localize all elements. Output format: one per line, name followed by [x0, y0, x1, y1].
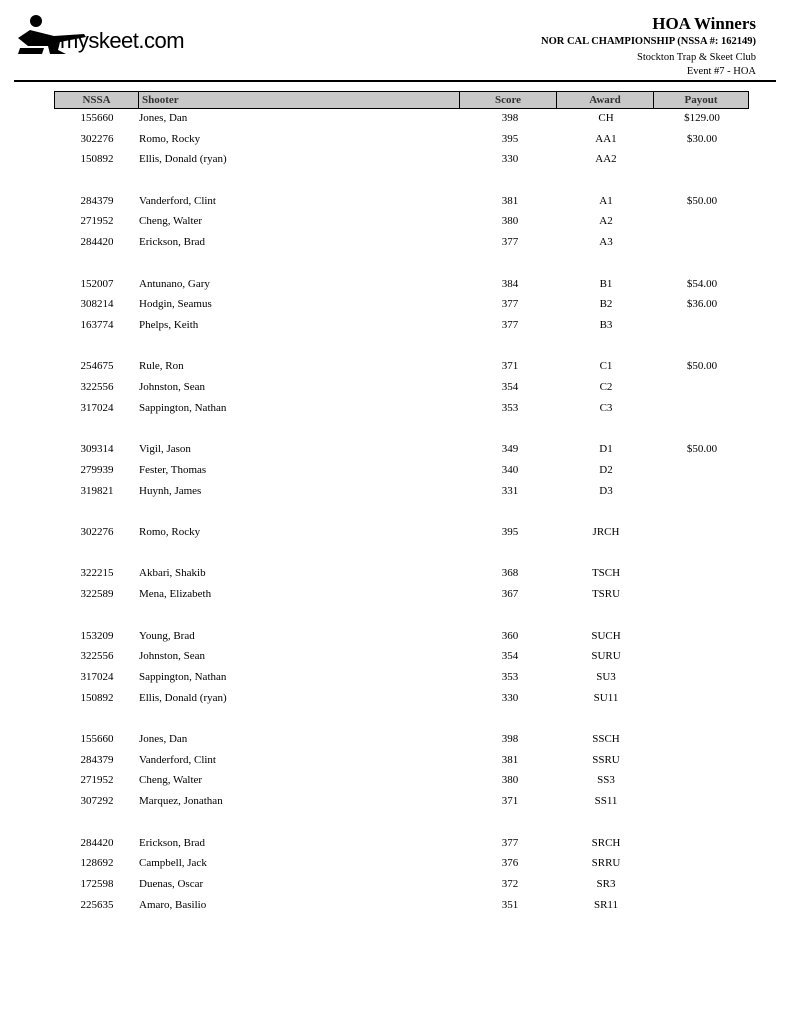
- cell-award: SSRU: [592, 754, 620, 766]
- cell-shooter: Duenas, Oscar: [139, 878, 204, 890]
- cell-payout: [652, 648, 752, 664]
- cell-payout: $50.00: [686, 443, 718, 455]
- cell-score: 377: [501, 298, 519, 310]
- cell-award: TSCH: [591, 567, 621, 579]
- cell-nssa: 284379: [80, 754, 114, 766]
- cell-award: A1: [599, 195, 613, 207]
- cell-score: 340: [501, 464, 519, 476]
- cell-payout: [652, 897, 752, 913]
- cell-payout: $54.00: [686, 278, 718, 290]
- cell-shooter: Young, Brad: [139, 630, 195, 642]
- cell-shooter: Cheng, Walter: [139, 774, 203, 786]
- table-row: [0, 876, 791, 892]
- column-header-shooter: Shooter: [139, 92, 460, 108]
- cell-award: B3: [599, 319, 613, 331]
- cell-shooter: Cheng, Walter: [139, 215, 203, 227]
- cell-score: 354: [501, 650, 519, 662]
- column-header-score: Score: [460, 92, 557, 108]
- cell-payout: $50.00: [686, 195, 718, 207]
- cell-shooter: Rule, Ron: [139, 360, 184, 372]
- cell-score: 395: [501, 526, 519, 538]
- column-header-nssa: NSSA: [55, 92, 139, 108]
- cell-score: 372: [501, 878, 519, 890]
- table-row: [0, 131, 791, 147]
- table-row: [0, 234, 791, 250]
- cell-award: SRRU: [591, 857, 621, 869]
- cell-score: 376: [501, 857, 519, 869]
- cell-score: 351: [501, 899, 519, 911]
- table-row: [0, 565, 791, 581]
- table-row: [0, 462, 791, 478]
- cell-award: SR3: [596, 878, 616, 890]
- cell-shooter: Jones, Dan: [139, 112, 188, 124]
- cell-nssa: 302276: [80, 133, 114, 145]
- cell-award: SS3: [597, 774, 615, 786]
- event-name: Event #7 - HOA: [686, 66, 756, 77]
- cell-nssa: 317024: [80, 402, 114, 414]
- cell-shooter: Sappington, Nathan: [139, 671, 227, 683]
- cell-payout: [652, 835, 752, 851]
- cell-nssa: 155660: [80, 733, 114, 745]
- cell-shooter: Fester, Thomas: [139, 464, 207, 476]
- cell-score: 395: [501, 133, 519, 145]
- cell-score: 330: [501, 153, 519, 165]
- cell-award: SU3: [596, 671, 616, 683]
- table-row: [0, 524, 791, 540]
- cell-payout: [652, 855, 752, 871]
- cell-nssa: 322589: [80, 588, 114, 600]
- club-name: Stockton Trap & Skeet Club: [636, 52, 756, 63]
- cell-shooter: Jones, Dan: [139, 733, 188, 745]
- cell-payout: [652, 524, 752, 540]
- cell-score: 371: [501, 360, 519, 372]
- cell-award: C2: [599, 381, 613, 393]
- cell-award: D2: [599, 464, 613, 476]
- cell-payout: [652, 772, 752, 788]
- table-row: [0, 441, 791, 457]
- cell-shooter: Erickson, Brad: [139, 236, 205, 248]
- cell-nssa: 307292: [80, 795, 114, 807]
- cell-shooter: Romo, Rocky: [139, 526, 201, 538]
- cell-award: AA1: [595, 133, 617, 145]
- table-row: [0, 690, 791, 706]
- table-row: [0, 276, 791, 292]
- cell-nssa: 271952: [80, 774, 114, 786]
- table-row: [0, 358, 791, 374]
- cell-nssa: 271952: [80, 215, 114, 227]
- table-row: [0, 586, 791, 602]
- cell-payout: [652, 462, 752, 478]
- cell-shooter: Hodgin, Seamus: [139, 298, 212, 310]
- cell-nssa: 150892: [80, 692, 114, 704]
- table-row: [0, 793, 791, 809]
- cell-score: 330: [501, 692, 519, 704]
- cell-nssa: 319821: [80, 485, 114, 497]
- cell-shooter: Campbell, Jack: [139, 857, 207, 869]
- cell-nssa: 254675: [80, 360, 114, 372]
- cell-payout: $30.00: [686, 133, 718, 145]
- table-row: [0, 379, 791, 395]
- cell-payout: [652, 586, 752, 602]
- cell-award: TSRU: [591, 588, 621, 600]
- cell-award: D1: [599, 443, 613, 455]
- cell-score: 371: [501, 795, 519, 807]
- cell-shooter: Phelps, Keith: [139, 319, 199, 331]
- cell-shooter: Ellis, Donald (ryan): [139, 153, 227, 165]
- cell-payout: [652, 213, 752, 229]
- cell-score: 398: [501, 112, 519, 124]
- cell-payout: [652, 317, 752, 333]
- cell-nssa: 153209: [80, 630, 114, 642]
- cell-score: 380: [501, 215, 519, 227]
- cell-shooter: Akbari, Shakib: [139, 567, 206, 579]
- cell-nssa: 322215: [80, 567, 114, 579]
- cell-award: CH: [598, 112, 614, 124]
- cell-score: 353: [501, 671, 519, 683]
- cell-payout: [652, 400, 752, 416]
- cell-score: 331: [501, 485, 519, 497]
- cell-award: SSCH: [592, 733, 620, 745]
- cell-award: D3: [599, 485, 613, 497]
- table-row: [0, 855, 791, 871]
- cell-payout: $50.00: [686, 360, 718, 372]
- cell-nssa: 302276: [80, 526, 114, 538]
- cell-award: SURU: [591, 650, 621, 662]
- cell-score: 368: [501, 567, 519, 579]
- cell-award: A2: [599, 215, 613, 227]
- cell-nssa: 150892: [80, 153, 114, 165]
- cell-payout: $36.00: [686, 298, 718, 310]
- cell-payout: [652, 690, 752, 706]
- cell-award: B2: [599, 298, 613, 310]
- cell-score: 377: [501, 319, 519, 331]
- cell-score: 381: [501, 754, 519, 766]
- cell-shooter: Vanderford, Clint: [139, 754, 216, 766]
- cell-payout: [652, 752, 752, 768]
- cell-score: 377: [501, 837, 519, 849]
- cell-award: SS11: [594, 795, 618, 807]
- cell-shooter: Ellis, Donald (ryan): [139, 692, 227, 704]
- cell-payout: [652, 234, 752, 250]
- table-row: [0, 151, 791, 167]
- cell-nssa: 284420: [80, 837, 114, 849]
- cell-shooter: Antunano, Gary: [139, 278, 210, 290]
- cell-payout: [652, 669, 752, 685]
- cell-shooter: Mena, Elizabeth: [139, 588, 212, 600]
- cell-score: 377: [501, 236, 519, 248]
- table-row: [0, 669, 791, 685]
- cell-nssa: 322556: [80, 381, 114, 393]
- table-row: [0, 772, 791, 788]
- logo-text: myskeet.com: [60, 28, 185, 53]
- cell-payout: [652, 379, 752, 395]
- cell-payout: [652, 483, 752, 499]
- page-title: HOA Winners: [652, 14, 756, 33]
- cell-award: B1: [599, 278, 613, 290]
- table-row: [0, 296, 791, 312]
- cell-award: C1: [599, 360, 613, 372]
- cell-payout: [652, 793, 752, 809]
- cell-nssa: 152007: [80, 278, 114, 290]
- cell-award: SR11: [593, 899, 619, 911]
- table-row: [0, 193, 791, 209]
- table-row: [0, 835, 791, 851]
- table-row: [0, 317, 791, 333]
- cell-nssa: 309314: [80, 443, 114, 455]
- cell-score: 354: [501, 381, 519, 393]
- cell-nssa: 225635: [80, 899, 114, 911]
- cell-nssa: 284420: [80, 236, 114, 248]
- table-row: [0, 628, 791, 644]
- cell-award: SUCH: [591, 630, 621, 642]
- table-row: [0, 110, 791, 126]
- table-row: [0, 648, 791, 664]
- cell-score: 398: [501, 733, 519, 745]
- cell-shooter: Marquez, Jonathan: [139, 795, 223, 807]
- table-row: [0, 752, 791, 768]
- cell-nssa: 172598: [80, 878, 114, 890]
- cell-shooter: Johnston, Sean: [139, 650, 205, 662]
- cell-nssa: 163774: [80, 319, 114, 331]
- championship-name: NOR CAL CHAMPIONSHIP (NSSA #: 162149): [541, 36, 756, 47]
- table-row: [0, 483, 791, 499]
- cell-payout: [652, 876, 752, 892]
- cell-score: 360: [501, 630, 519, 642]
- column-header-award: Award: [557, 92, 654, 108]
- cell-nssa: 279939: [80, 464, 114, 476]
- cell-score: 353: [501, 402, 519, 414]
- cell-award: JRCH: [592, 526, 620, 538]
- column-header-payout: Payout: [684, 94, 718, 106]
- cell-nssa: 128692: [80, 857, 114, 869]
- cell-score: 381: [501, 195, 519, 207]
- cell-shooter: Vigil, Jason: [139, 443, 191, 455]
- cell-shooter: Sappington, Nathan: [139, 402, 227, 414]
- cell-shooter: Amaro, Basilio: [139, 899, 207, 911]
- cell-shooter: Romo, Rocky: [139, 133, 201, 145]
- cell-award: AA2: [595, 153, 617, 165]
- cell-shooter: Vanderford, Clint: [139, 195, 216, 207]
- cell-score: 367: [501, 588, 519, 600]
- table-row: [0, 731, 791, 747]
- cell-score: 349: [501, 443, 519, 455]
- cell-nssa: 284379: [80, 195, 114, 207]
- table-row: [0, 400, 791, 416]
- table-row: [0, 213, 791, 229]
- cell-nssa: 317024: [80, 671, 114, 683]
- cell-shooter: Huynh, James: [139, 485, 202, 497]
- cell-payout: $129.00: [684, 112, 720, 124]
- table-row: [0, 897, 791, 913]
- cell-award: SRCH: [591, 837, 621, 849]
- cell-nssa: 322556: [80, 650, 114, 662]
- cell-payout: [652, 151, 752, 167]
- cell-payout: [652, 731, 752, 747]
- cell-payout: [652, 628, 752, 644]
- cell-award: C3: [599, 402, 613, 414]
- cell-award: A3: [599, 236, 613, 248]
- cell-award: SU11: [593, 692, 619, 704]
- cell-shooter: Erickson, Brad: [139, 837, 205, 849]
- cell-score: 384: [501, 278, 519, 290]
- cell-shooter: Johnston, Sean: [139, 381, 205, 393]
- cell-score: 380: [501, 774, 519, 786]
- cell-payout: [652, 565, 752, 581]
- cell-nssa: 155660: [80, 112, 114, 124]
- cell-nssa: 308214: [80, 298, 114, 310]
